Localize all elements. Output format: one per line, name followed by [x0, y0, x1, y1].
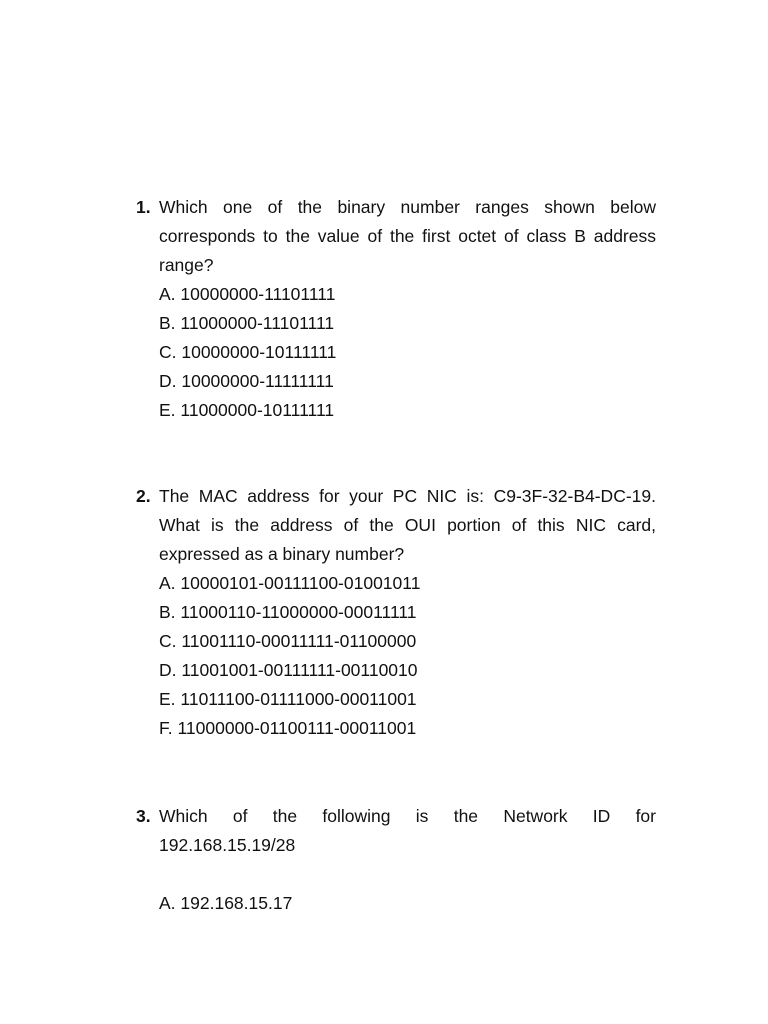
answer-option-d: D. 10000000-11111111	[159, 371, 334, 391]
answer-option-b: B. 11000000-11101111	[159, 313, 335, 333]
question-body	[159, 802, 656, 918]
answer-option-e: E. 11000000-10111111	[159, 400, 335, 420]
question-body	[159, 482, 656, 743]
question-body	[159, 193, 656, 425]
question-number: 3.	[136, 806, 151, 826]
answer-option-c: C. 11001110-00011111-01100000	[159, 631, 417, 651]
answer-option-a: A. 10000000-11101111	[159, 284, 336, 304]
question-text-line-1: Which of the following is the Network ID for	[159, 806, 656, 826]
question-number: 2.	[136, 486, 151, 506]
answer-option-d: D. 11001001-00111111-00110010	[159, 660, 418, 680]
question-3	[136, 802, 656, 918]
answer-option-a: A. 192.168.15.17	[159, 893, 293, 913]
blank-line	[159, 860, 656, 889]
question-text: Which one of the binary number ranges shown below corresponds to the value of the first octet of class B address range?	[159, 197, 656, 275]
answer-option-b: B. 11000110-11000000-00011111	[159, 602, 417, 622]
question-1	[136, 193, 656, 425]
answer-option-a: A. 10000101-00111100-01001011	[159, 573, 421, 593]
question-number: 1.	[136, 197, 151, 217]
answer-option-f: F. 11000000-01100111-00011001	[159, 718, 417, 738]
answer-option-e: E. 11011100-01111000-00011001	[159, 689, 417, 709]
answer-option-c: C. 10000000-10111111	[159, 342, 337, 362]
question-text: The MAC address for your PC NIC is: C9-3F-32-B4-DC-19. What is the address of the OUI portion of this NIC card, expressed as a binary number?	[159, 486, 656, 564]
question-text-line-2: 192.168.15.19/28	[159, 835, 296, 855]
question-2	[136, 482, 656, 743]
